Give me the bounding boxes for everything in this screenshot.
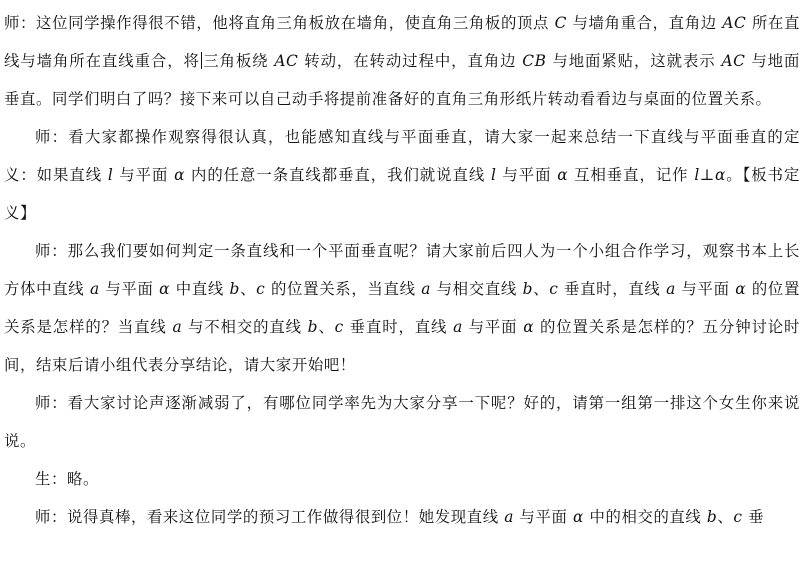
text-segment: ：这位同学操作得很不错，他将直角三角板放在墙角，使直角三角板的顶点 (20, 14, 555, 32)
text-segment: ：看大家讨论声逐渐减弱了，有哪位同学率先为大家分享一下呢？好的，请第一组第一排这个女生你来说说。 (4, 394, 800, 450)
math-symbol: a (504, 508, 515, 526)
text-segment: 垂 (742, 508, 765, 526)
text-segment: 与平面 (99, 280, 160, 298)
text-segment: 与地面垂直。同学们明白了吗？接下来可以自己动手将提前准备好的直角三角形纸片转动看看边与桌面的位置关系。 (4, 52, 800, 108)
text-segment: 的位置关系是怎样的？五分钟讨论时间，结束后请小组代表分享结论，请大家开始吧！ (4, 318, 800, 374)
text-segment: 与地面紧贴，这就表示 (546, 52, 722, 70)
paragraph (4, 384, 800, 460)
math-symbol: α (159, 280, 171, 298)
paragraph (4, 118, 800, 232)
text-segment: 垂直时，直线 (343, 318, 454, 336)
math-symbol: α (174, 166, 186, 184)
math-symbol: b (229, 280, 240, 298)
speaker-label: 师 (35, 508, 51, 526)
text-segment: 中直线 (170, 280, 230, 298)
speaker-label: 师 (35, 394, 52, 412)
text-segment: 与不相交的直线 (182, 318, 308, 336)
speaker-label: 师 (35, 128, 52, 146)
math-symbol: b (307, 318, 319, 336)
text-segment: 互相垂直，记作 (568, 166, 695, 184)
math-symbol: a (666, 280, 676, 298)
paragraph (4, 460, 800, 498)
math-symbol: AC (722, 14, 747, 32)
speaker-label: 师 (4, 14, 21, 32)
math-symbol: a (172, 318, 183, 336)
speaker-label: 师 (35, 242, 52, 260)
text-segment: ：说得真棒，看来这位同学的预习工作做得很到位！她发现直线 (51, 508, 505, 526)
math-symbol: l⊥α (694, 166, 726, 184)
text-segment: 与平面 (113, 166, 175, 184)
math-symbol: AC (274, 52, 299, 70)
math-symbol: a (89, 280, 100, 298)
text-segment: 内的任意一条直线都垂直，我们就说直线 (185, 166, 492, 184)
text-segment: 与平面 (675, 280, 736, 298)
text-segment: 与平面 (496, 166, 558, 184)
text-segment: 、 (239, 280, 257, 298)
text-segment: 与平面 (462, 318, 524, 336)
math-symbol: α (557, 166, 569, 184)
text-segment: 转动，在转动过程中，直角边 (298, 52, 523, 70)
math-symbol: a (421, 280, 432, 298)
math-symbol: l (491, 166, 497, 184)
math-symbol: a (453, 318, 463, 336)
math-symbol: α (523, 318, 535, 336)
math-symbol: b (706, 508, 718, 526)
text-segment: 的位置关系，当直线 (265, 280, 422, 298)
text-segment: ：略。 (51, 470, 99, 488)
paragraph (4, 4, 800, 118)
text-segment: 所在直线与墙角所在直线重合，将 (4, 14, 800, 70)
math-symbol: AC (721, 52, 746, 70)
math-symbol: CB (522, 52, 547, 70)
text-segment: 的位置关系是怎样的？当直线 (4, 280, 800, 336)
speaker-label: 生 (35, 470, 51, 488)
text-cursor (201, 52, 202, 69)
math-symbol: l (107, 166, 114, 184)
math-symbol: c (334, 318, 344, 336)
math-symbol: C (554, 14, 567, 32)
text-segment: 与平面 (514, 508, 573, 526)
math-symbol: α (572, 508, 584, 526)
text-segment: 与相交直线 (431, 280, 523, 298)
text-segment: 三角板绕 (202, 52, 275, 70)
text-segment: 中的相交的直线 (583, 508, 707, 526)
text-segment: 、 (318, 318, 335, 336)
text-segment: 垂直时，直线 (558, 280, 667, 298)
math-symbol: c (549, 280, 559, 298)
math-symbol: c (733, 508, 743, 526)
paragraph (4, 498, 800, 536)
text-segment: 、 (533, 280, 550, 298)
text-segment: 。【板书定义】 (4, 166, 800, 222)
text-segment: 、 (717, 508, 734, 526)
math-symbol: b (522, 280, 534, 298)
text-segment: ：看大家都操作观察得很认真，也能感知直线与平面垂直，请大家一起来总结一下直线与平面垂直的定义：如果直线 (4, 128, 800, 184)
text-segment: ：那么我们要如何判定一条直线和一个平面垂直呢？请大家前后四人为一个小组合作学习，观察书本上长方体中直线 (4, 242, 800, 298)
math-symbol: α (735, 280, 747, 298)
paragraph (4, 232, 800, 384)
text-segment: 与墙角重合，直角边 (566, 14, 723, 32)
math-symbol: c (256, 280, 266, 298)
